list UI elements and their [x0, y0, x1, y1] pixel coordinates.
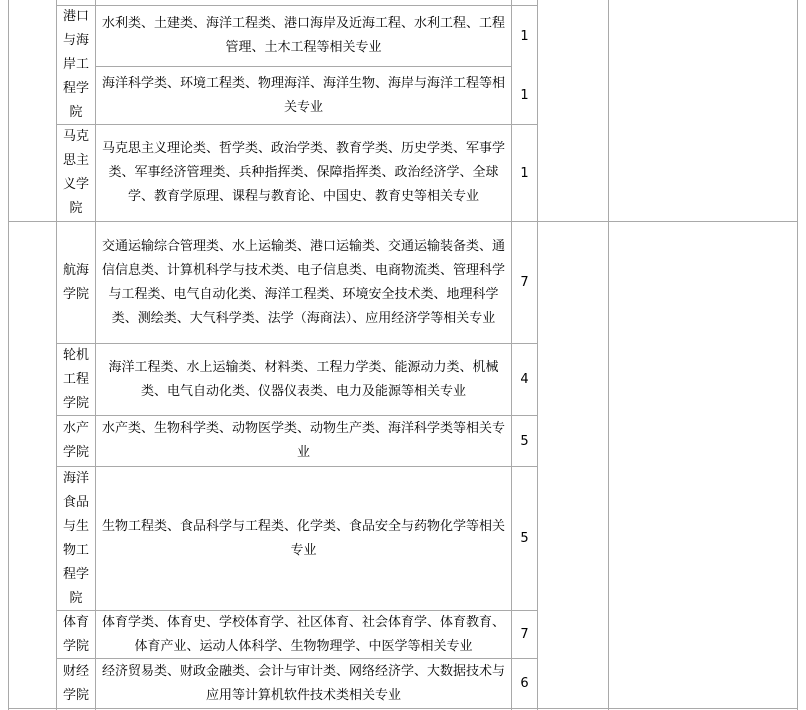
count-text: 1 — [520, 165, 529, 181]
grid-line — [8, 708, 798, 709]
majors-text: 水产类、生物科学类、动物医学类、动物生产类、海洋科学类等相关专业 — [101, 421, 505, 460]
count-text: 5 — [520, 531, 529, 546]
table-cell-count — [512, 416, 537, 466]
majors-text: 海洋工程类、水上运输类、材料类、工程力学类、能源动力类、机械类、电气自动化类、仪器仪表类、电力及能源等相关专业 — [108, 359, 499, 399]
grid-line — [537, 0, 538, 710]
table-cell-college — [57, 6, 95, 124]
table-cell-count — [512, 467, 537, 610]
grid-line — [8, 0, 9, 710]
table-cell-college — [57, 416, 95, 466]
table-cell-count — [512, 222, 537, 343]
table-cell-majors — [96, 611, 511, 658]
table-cell-college — [57, 611, 95, 658]
table-cell-majors — [96, 467, 511, 610]
college-name: 港口与海岸工程学院 — [63, 9, 90, 120]
table-cell-college — [57, 222, 95, 343]
table-cell-college — [57, 344, 95, 415]
table-cell-count — [512, 67, 537, 124]
count-text: 5 — [520, 433, 529, 449]
college-name: 轮机工程学院 — [63, 347, 90, 411]
count-text: 7 — [520, 627, 529, 642]
table-cell-count — [512, 6, 537, 66]
table-cell-college — [57, 125, 95, 221]
table-cell-count — [512, 611, 537, 658]
table-cell-majors — [96, 67, 511, 124]
table-cell-majors — [96, 416, 511, 466]
table-cell-majors — [96, 344, 511, 415]
table-cell-college — [57, 659, 95, 708]
count-text: 1 — [520, 88, 529, 103]
college-name: 水产学院 — [63, 421, 90, 460]
grid-line — [608, 0, 609, 710]
table-cell-college — [57, 467, 95, 610]
count-text: 6 — [520, 676, 529, 691]
majors-text: 马克思主义理论类、哲学类、政治学类、教育学类、历史学类、军事学类、军事经济管理类、兵种指挥类、保障指挥类、政治经济学、全球学、教育学原理、课程与教育论、中国史、教育史等相关专业 — [101, 141, 505, 204]
college-name: 马克思主义学院 — [63, 129, 90, 216]
count-text: 1 — [520, 28, 529, 44]
table-cell-count — [512, 125, 537, 221]
table-cell-majors — [96, 222, 511, 343]
majors-text: 交通运输综合管理类、水上运输类、港口运输类、交通运输装备类、通信信息类、计算机科学与技术类、电子信息类、电商物流类、管理科学与工程类、电气自动化类、海洋工程类、环境安全技术类、地理科学类、测绘类、大气科学类、法学（海商法）、应用经济学等相关专业 — [101, 238, 505, 326]
table-cell-count — [512, 344, 537, 415]
college-name: 财经学院 — [63, 663, 90, 703]
table-cell-majors — [96, 125, 511, 221]
college-name: 海洋食品与生物工程学院 — [63, 470, 90, 606]
majors-text: 生物工程类、食品科学与工程类、化学类、食品安全与药物化学等相关专业 — [101, 518, 505, 558]
majors-text: 海洋科学类、环境工程类、物理海洋、海洋生物、海岸与海洋工程等相关专业 — [101, 75, 505, 115]
majors-text: 体育学类、体育史、学校体育学、社区体育、社会体育学、体育教育、体育产业、运动人体科学、生物物理学、中医学等相关专业 — [101, 614, 505, 654]
college-name: 航海学院 — [63, 262, 90, 302]
majors-text: 经济贸易类、财政金融类、会计与审计类、网络经济学、大数据技术与应用等计算机软件技术类相关专业 — [101, 663, 505, 703]
table-cell-count — [512, 659, 537, 708]
table-cell-majors — [96, 659, 511, 708]
table-cell-majors — [96, 6, 511, 66]
majors-text: 水利类、土建类、海洋工程类、港口海岸及近海工程、水利工程、工程管理、土木工程等相关专业 — [101, 16, 505, 55]
grid-line — [797, 0, 798, 710]
count-text: 4 — [520, 372, 529, 387]
college-name: 体育学院 — [63, 614, 90, 654]
count-text: 7 — [520, 275, 529, 290]
